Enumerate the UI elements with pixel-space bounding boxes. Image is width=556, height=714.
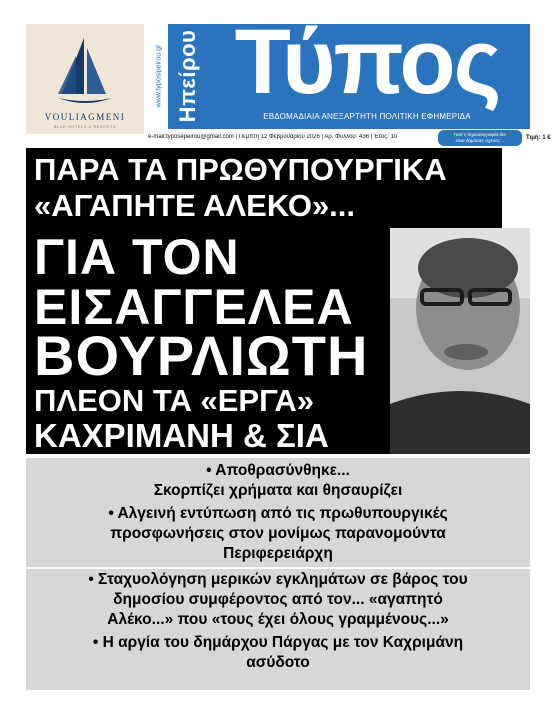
headline-line-1: ΠΑΡΑ ΤΑ ΠΡΩΘΥΠΟΥΡΓΙΚΑ: [34, 152, 447, 187]
motto-line-2: είναι δημόσιες σχέσεις...: [455, 138, 505, 143]
site-url[interactable]: [154, 28, 164, 124]
bullet-line: • Σταχυολόγηση μερικών εγκλημάτων σε βάρος του: [88, 571, 468, 588]
masthead-region: [172, 26, 204, 126]
headline-top-band: [26, 148, 502, 228]
headline-photo: [390, 228, 530, 454]
bullet-line: Σκορπίζει χρήματα και θησαυρίζει: [153, 482, 403, 499]
headline-line-6: ΠΛΕΟΝ ΤΑ «ΕΡΓΑ»: [34, 383, 314, 418]
headline-line-5: ΒΟΥΡΛΙΩΤΗ: [34, 324, 369, 387]
bullet-line: • Αποθρασύνθηκε...: [206, 462, 350, 479]
headline-line-4: ΕΙΣΑΓΓΕΛΕΑ: [34, 279, 354, 335]
motto-box: [438, 130, 522, 146]
portrait-photo-icon: [390, 228, 530, 454]
headline-line-7: ΚΑΧΡΙΜΑΝΗ & ΣΙΑ: [34, 417, 329, 454]
hotel-advert[interactable]: [26, 24, 144, 134]
headline-main-band: [26, 228, 390, 454]
sailboat-logo-icon: [54, 34, 116, 110]
bullet-line: Αλέκο...» που «τους έχει όλους γραμμένους...»: [107, 611, 449, 628]
advert-brand: VOULIAGMENI: [44, 112, 126, 122]
headline-line-3: ΓΙΑ ΤΟΝ: [34, 229, 240, 285]
motto-line-1: Γιατί η δημοσιογραφία δεν: [453, 132, 507, 137]
bullet-item: [26, 461, 530, 501]
bullet-line: • Αλγεινή εντύπωση από τις πρωθυπουργικές: [108, 505, 448, 522]
bullet-item: [26, 570, 530, 630]
site-url-text: www.typosipeirou.gr: [155, 44, 163, 108]
bullet-line: ασύδοτο: [246, 654, 310, 671]
advert-subtitle: BLUE HOTELS & RESORTS: [53, 124, 117, 129]
price-label: Τιμή: 1 €: [526, 135, 551, 141]
masthead-region-text: Ηπείρου: [175, 29, 200, 123]
newspaper-title: Τύπος: [234, 11, 500, 113]
bullet-line: προσφωνήσεις στον μονίμως παρανομούντα: [110, 525, 446, 542]
story-bullets: [26, 458, 530, 690]
bullet-item: [26, 504, 530, 564]
bullet-divider: [26, 567, 530, 569]
newspaper-tagline: ΕΒΔΟΜΑΔΙΑΙΑ ΑΝΕΞΑΡΤΗΤΗ ΠΟΛΙΤΙΚΗ ΕΦΗΜΕΡΙΔΑ: [263, 112, 471, 121]
bullet-line: • Η αργία του δημάρχου Πάργας με τον Καχριμάνη: [92, 634, 464, 651]
headline-line-2: «ΑΓΑΠΗΤΕ ΑΛΕΚΟ»...: [34, 188, 356, 223]
front-page-headline: [26, 148, 530, 454]
issue-info-line: e-mail:typosepeirou@gmail.com | Πέμπτη 12 Φεβρουαρίου 2026 | Αρ. Φύλλου: 436 | Έτος: 10: [148, 134, 398, 140]
bullet-line: δημοσίου συμφέροντος από τον... «αγαπητό: [113, 591, 443, 608]
bullet-line: Περιφερειάρχη: [223, 545, 333, 562]
bullet-item: [26, 633, 530, 673]
